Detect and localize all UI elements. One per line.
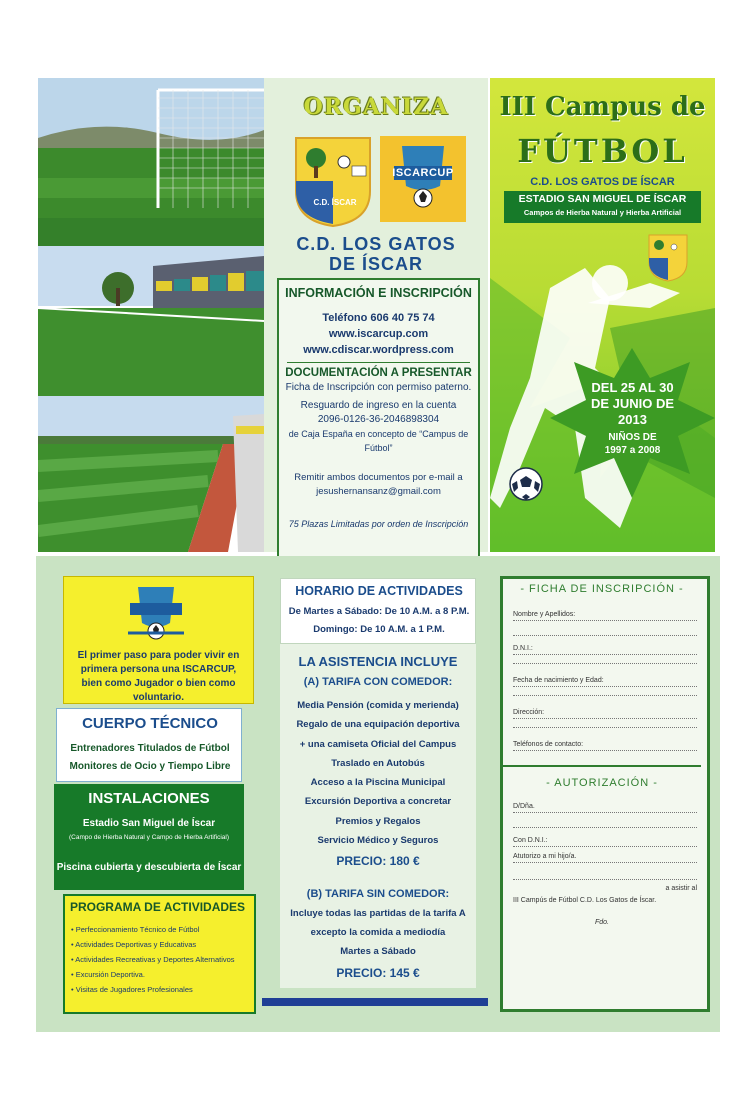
tarifa-b-list bbox=[280, 904, 476, 961]
doc-title: DOCUMENTACIÓN A PRESENTAR bbox=[285, 367, 472, 379]
programa-item: • Actividades Recreativas y Deportes Alternativos bbox=[71, 955, 235, 964]
iscarcup-small-logo bbox=[124, 583, 188, 643]
tarifa-b-item: Martes a Sábado bbox=[340, 946, 416, 957]
programa-item: • Visitas de Jugadores Profesionales bbox=[71, 985, 193, 994]
programa-list bbox=[71, 922, 249, 997]
photo-goal bbox=[38, 78, 264, 246]
cuerpo-line2: Monitores de Ocio y Tiempo Libre bbox=[69, 761, 231, 772]
tarifa-b-title: (B) TARIFA SIN COMEDOR: bbox=[306, 888, 450, 900]
nombre-line bbox=[513, 635, 697, 636]
ficha-form bbox=[500, 576, 710, 1012]
tarifa-a-item: Servicio Médico y Seguros bbox=[317, 835, 439, 847]
remit-line2: jesushernansanz@gmail.com bbox=[316, 486, 441, 497]
programa-title: PROGRAMA DE ACTIVIDADES bbox=[69, 900, 246, 914]
instalaciones-box bbox=[54, 784, 244, 890]
tarifa-a-list bbox=[280, 696, 476, 850]
divider-bar bbox=[262, 998, 488, 1006]
tarifa-a-item: + una camiseta Oficial del Campus bbox=[299, 738, 457, 750]
cover-title-line2: FÚTBOL bbox=[517, 132, 688, 170]
tarifa-a-item: Acceso a la Piscina Municipal bbox=[310, 777, 446, 789]
info-title: INFORMACIÓN E INSCRIPCIÓN bbox=[285, 286, 472, 300]
programa-item: • Perfeccionamiento Técnico de Fútbol bbox=[71, 925, 200, 934]
cover-club: C.D. LOS GATOS DE ÍSCAR bbox=[530, 176, 675, 188]
precio-b: PRECIO: 145 € bbox=[336, 966, 420, 980]
tarifa-a-item: Premios y Regalos bbox=[335, 815, 421, 827]
form-divider bbox=[503, 765, 701, 767]
dni-field[interactable]: D.N.I.: bbox=[513, 645, 697, 655]
tarifa-a-item: Media Pensión (comida y merienda) bbox=[297, 700, 459, 711]
organiza-panel bbox=[264, 78, 488, 552]
dates-line1: DEL 25 AL 30 bbox=[591, 380, 674, 395]
instalaciones-line1: Estadio San Miguel de Íscar bbox=[82, 818, 216, 829]
asistencia-title: LA ASISTENCIA INCLUYE bbox=[298, 654, 458, 669]
horario-title: HORARIO DE ACTIVIDADES bbox=[295, 584, 463, 598]
iscarcup-logo-text: ISCARCUP bbox=[392, 167, 454, 179]
dd-field[interactable]: D/Dña. bbox=[513, 803, 697, 813]
club-name-line1: C.D. LOS GATOS bbox=[296, 234, 456, 254]
soccer-ball-icon bbox=[508, 466, 544, 502]
instalaciones-line2: (Campo de Hierba Natural y Campo de Hierba Artificial) bbox=[68, 834, 230, 841]
ficha-title: - FICHA DE INSCRIPCIÓN - bbox=[520, 583, 684, 595]
programa-item: • Excursión Deportiva. bbox=[71, 970, 145, 979]
programa-item: • Actividades Deportivas y Educativas bbox=[71, 940, 197, 949]
organiza-title: ORGANIZA bbox=[303, 94, 449, 120]
doc-line4: de Caja España en concepto de “Campus de Fútbol” bbox=[288, 429, 469, 453]
cuerpo-tecnico-title: CUERPO TÉCNICO bbox=[82, 715, 218, 732]
direccion-line bbox=[513, 727, 697, 728]
kids-line1: NIÑOS DE bbox=[608, 432, 657, 443]
campus-text: III Campús de Fútbol C.D. Los Gatos de Íscar. bbox=[513, 897, 657, 904]
cover-stadium: ESTADIO SAN MIGUEL DE ÍSCAR bbox=[518, 193, 687, 205]
programa-box bbox=[63, 894, 256, 1014]
autorizacion-title: - AUTORIZACIÓN - bbox=[546, 777, 658, 789]
club-crest-logo bbox=[294, 136, 372, 228]
asistir-text: a asistir al bbox=[665, 885, 697, 892]
con-dni-field[interactable]: Con D.N.I.: bbox=[513, 837, 697, 847]
nombre-field[interactable]: Nombre y Apellidos: bbox=[513, 611, 697, 621]
info-phone: Teléfono 606 40 75 74 bbox=[322, 312, 435, 324]
cuerpo-tecnico-box bbox=[56, 708, 242, 782]
info-web1: www.iscarcup.com bbox=[328, 328, 429, 340]
tarifa-a-item: Regalo de una equipación deportiva bbox=[296, 719, 460, 731]
tarifa-a-title: (A) TARIFA CON COMEDOR: bbox=[303, 676, 453, 688]
crest-text: C.D. ÍSCAR bbox=[313, 198, 357, 207]
doc-line3: 2096-0126-36-2046898304 bbox=[317, 414, 440, 425]
club-name-line2: DE ÍSCAR bbox=[328, 254, 423, 274]
promo-text: El primer paso para poder vivir en primera persona una ISCARCUP, bien como Jugador o bien como voluntario. bbox=[77, 650, 240, 703]
fdo-text: Fdo. bbox=[594, 919, 609, 926]
cover-title-line1: III Campus de bbox=[499, 92, 706, 122]
cover-fields: Campos de Hierba Natural y Hierba Artificial bbox=[523, 208, 682, 217]
cover-crest-logo bbox=[648, 234, 688, 282]
info-web2: www.cdiscar.wordpress.com bbox=[303, 344, 454, 356]
tarifa-b-item: excepto la comida a mediodía bbox=[310, 927, 446, 938]
cover-panel bbox=[490, 78, 715, 552]
fecha-field[interactable]: Fecha de nacimiento y Edad: bbox=[513, 677, 697, 687]
plazas-text: 75 Plazas Limitadas por orden de Inscripción bbox=[288, 519, 469, 529]
cover-stadium-banner bbox=[504, 191, 701, 223]
horario-line2: Domingo: De 10 A.M. a 1 P.M. bbox=[313, 624, 445, 635]
dd-line bbox=[513, 827, 697, 828]
iscarcup-logo bbox=[380, 136, 466, 222]
instalaciones-title: INSTALACIONES bbox=[88, 790, 210, 807]
autorizo-line bbox=[513, 879, 697, 880]
doc-line1: Ficha de Inscripción con permiso paterno. bbox=[285, 382, 472, 393]
info-divider bbox=[287, 362, 470, 363]
telefonos-field[interactable]: Teléfonos de contacto: bbox=[513, 741, 697, 751]
tarifa-a-item: Excursión Deportiva a concretar bbox=[304, 796, 452, 808]
direccion-field[interactable]: Dirección: bbox=[513, 709, 697, 719]
fecha-line bbox=[513, 695, 697, 696]
schedule-panel bbox=[280, 578, 476, 988]
tarifa-a-item: Traslado en Autobús bbox=[331, 757, 425, 769]
dates-line3: 2013 bbox=[618, 412, 647, 427]
doc-line2: Resguardo de ingreso en la cuenta bbox=[300, 400, 457, 411]
instalaciones-line3: Piscina cubierta y descubierta de Íscar bbox=[56, 862, 242, 873]
tarifa-b-item: Incluye todas las partidas de la tarifa A bbox=[290, 908, 466, 919]
precio-a: PRECIO: 180 € bbox=[336, 854, 420, 868]
kids-line2: 1997 a 2008 bbox=[604, 445, 661, 456]
photo-field bbox=[38, 396, 264, 552]
autorizo-field[interactable]: Atutorizo a mi hijo/a. bbox=[513, 853, 697, 863]
dates-line2: DE JUNIO DE bbox=[590, 396, 675, 411]
cuerpo-line1: Entrenadores Titulados de Fútbol bbox=[70, 743, 230, 754]
promo-box bbox=[63, 576, 254, 704]
dni-line bbox=[513, 663, 697, 664]
horario-box bbox=[280, 578, 476, 644]
remit-line1: Remitir ambos documentos por e-mail a bbox=[294, 472, 463, 483]
horario-line1: De Martes a Sábado: De 10 A.M. a 8 P.M. bbox=[288, 606, 470, 617]
photo-stands bbox=[38, 246, 264, 396]
